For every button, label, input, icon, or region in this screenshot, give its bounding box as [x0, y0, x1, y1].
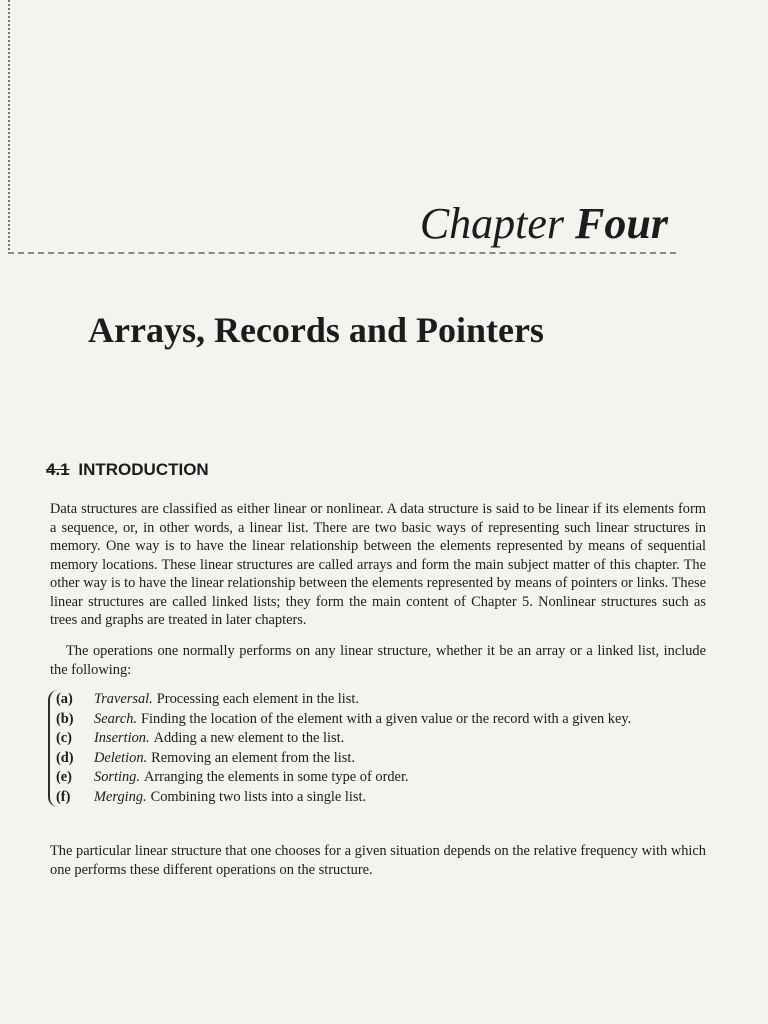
item-description: Combining two lists into a single list.: [150, 788, 367, 805]
section-title: INTRODUCTION: [78, 460, 209, 479]
paragraph-operations-lead: The operations one normally performs on any linear structure, whether it be an array or a linked list, include the following:: [50, 643, 706, 678]
item-label: (c): [56, 730, 72, 746]
list-item: [56, 729, 716, 749]
list-item: [56, 788, 716, 808]
section-heading: [46, 458, 209, 482]
item-term: Insertion.: [94, 730, 150, 746]
item-term: Sorting.: [94, 769, 140, 785]
item-term: Merging.: [94, 788, 147, 805]
item-description: Adding a new element to the list.: [153, 730, 345, 746]
chapter-word: Chapter: [419, 199, 565, 248]
item-description: Processing each element in the list.: [156, 691, 359, 707]
operations-list: [48, 690, 716, 807]
item-description: Finding the location of the element with a given value or the record with a given key.: [141, 710, 632, 727]
list-item: [56, 690, 716, 710]
header-rule: [8, 252, 676, 254]
paragraph-closing: The particular linear structure that one chooses for a given situation depends on the relative frequency with which one performs these different operations on the structure.: [50, 843, 706, 878]
item-term: Deletion.: [94, 749, 148, 766]
item-label: (e): [56, 769, 72, 785]
item-description: Removing an element from the list.: [151, 749, 355, 766]
list-item: [56, 710, 716, 730]
paragraph-intro: Data structures are classified as either linear or nonlinear. A data structure is said to be linear if its elements form a sequence, or, in other words, a linear list. There are two basic ways of representing such linear structures in memory. One way is to have the linear relationship between the elements represented by means of sequential memory locations. These linear structures are called arrays and form the main subject matter of this chapter. The other way is to have the linear relationship between the elements represented by means of pointers or links. These linear structures are called linked lists; they form the main content of Chapter 5. Nonlinear structures such as trees and graphs are treated in later chapters.: [50, 501, 706, 628]
chapter-number-word: Four: [575, 199, 668, 248]
section-number: 4.1: [46, 460, 70, 479]
item-label: (b): [56, 710, 74, 727]
item-label: (d): [56, 749, 74, 766]
item-label: (f): [56, 788, 71, 805]
item-label: (a): [56, 691, 73, 707]
list-item: [56, 749, 716, 769]
item-description: Arranging the elements in some type of order.: [143, 769, 409, 785]
item-term: Traversal.: [94, 691, 153, 707]
chapter-heading: [420, 196, 668, 252]
margin-rule: [8, 0, 12, 250]
list-item: [56, 768, 716, 788]
item-term: Search.: [94, 710, 138, 727]
chapter-title: Arrays, Records and Pointers: [88, 310, 544, 350]
